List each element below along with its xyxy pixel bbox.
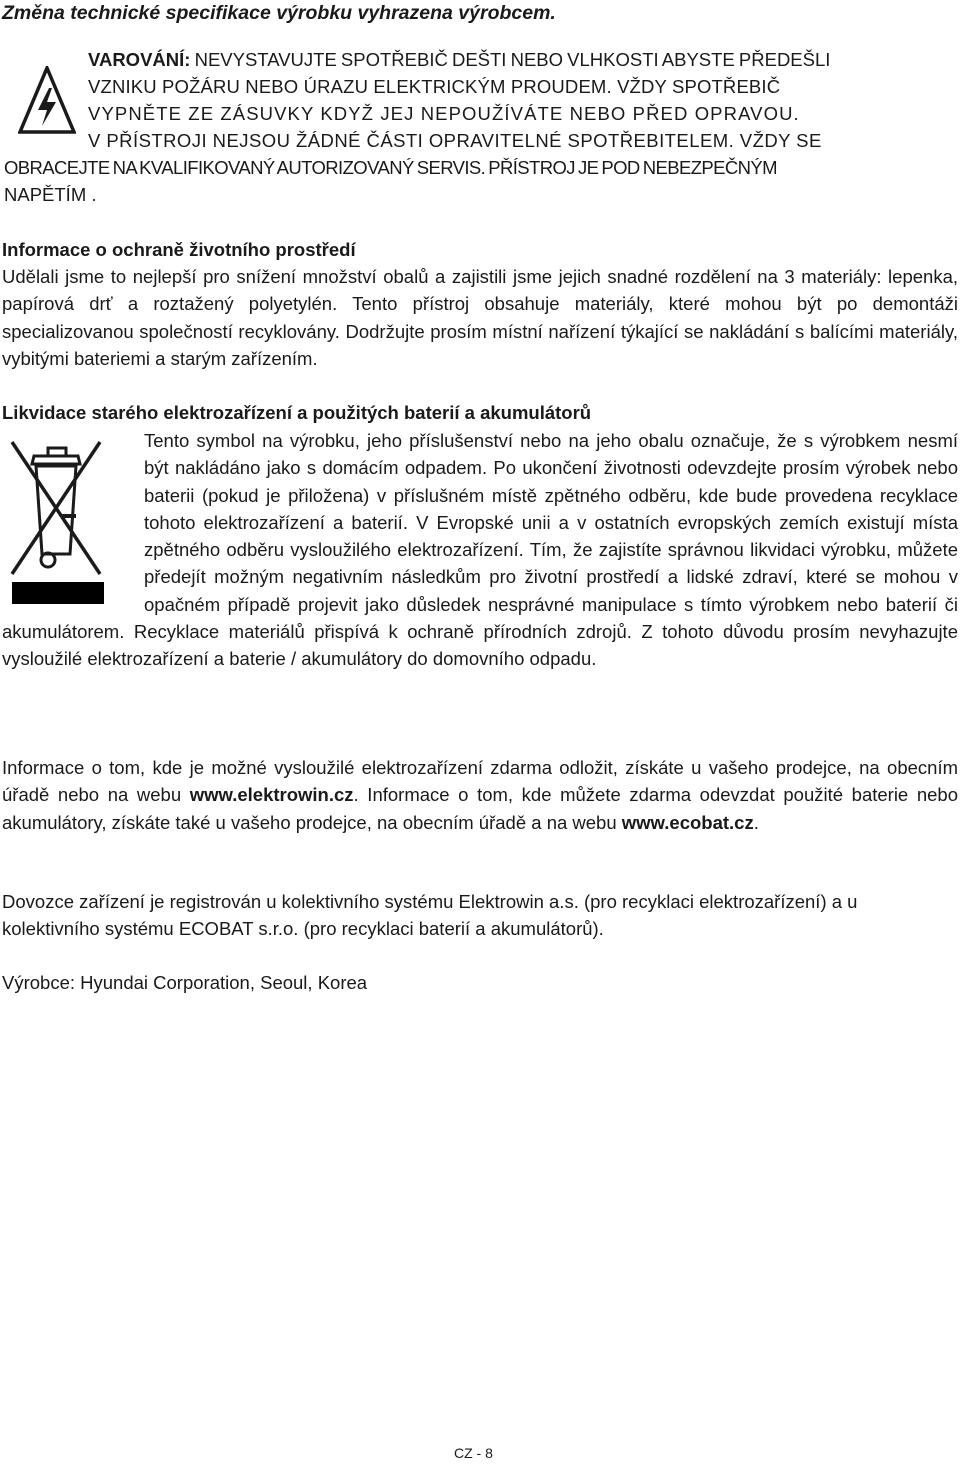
warning-line-5: OBRACEJTE NA KVALIFIKOVANÝ AUTORIZOVANÝ SERVIS. PŘÍSTROJ JE POD NEBEZPEČNÝM [4, 157, 777, 178]
manufacturer-line: Výrobce: Hyundai Corporation, Seoul, Korea [2, 972, 368, 993]
environment-section-body: Udělali jsme to nejlepší pro snížení množství obalů a zajistili jsme jejich snadné rozdělení na 3 materiály: lepenka, papírová drť a roztažený polyetylén. Tento přístroj obsahuje materiály, které mohou být po demontáži specializovanou společností recyklovány. Dodržujte prosím místní nařízení týkající se nakládání s balícími materiály, vybitými bateriemi a starým zařízením. [2, 266, 958, 369]
warning-line-6: NAPĚTÍM . [4, 184, 97, 205]
ecobat-link[interactable]: www.ecobat.cz [621, 811, 754, 833]
disposal-section-title: Likvidace starého elektrozařízení a použitých baterií a akumulátorů [2, 402, 592, 423]
page-number: CZ - 8 [454, 1445, 493, 1461]
high-voltage-warning-icon [18, 66, 76, 134]
crossed-out-wheelie-bin-icon [8, 436, 108, 606]
warning-line-4: V PŘÍSTROJI NEJSOU ŽÁDNÉ ČÁSTI OPRAVITELNÉ SPOTŘEBITELEM. VŽDY SE [88, 130, 822, 151]
warning-line-3: VYPNĚTE ZE ZÁSUVKY KDYŽ JEJ NEPOUŽÍVÁTE NEBO PŘED OPRAVOU. [88, 103, 800, 124]
disposal-section-body: Tento symbol na výrobku, jeho příslušenství nebo na jeho obalu označuje, že s výrobkem nesmí být nakládáno jako s domácím odpadem. Po ukončení životnosti odevzdejte prosím výrobek nebo baterii (pokud je přiložena) v příslušném místě zpětného odběru, kde bude provedena recyklace tohoto elektrozařízení a baterií. V Evropské unii a v ostatních evropských zemích existují místa zpětného odběru vysloužilého elektrozařízení. Tím, že zajistíte správnou likvidaci výrobku, můžete předejít možným negativním následkům pro životní prostředí a lidské zdraví, které se mohou v opačném případě projevit jako důsledek nesprávné manipulace s tímto výrobkem nebo baterií či akumulátorem. Recyklace materiálů přispívá k ochraně přírodních zdrojů. Z tohoto důvodu prosím nevyhazujte vysloužilé elektrozařízení a baterie / akumulátory do domovního odpadu. [2, 430, 958, 670]
collection-info-paragraph: Informace o tom, kde je možné vysloužilé elektrozařízení zdarma odložit, získáte u vašeho prodejce, na obecním úřadě nebo na webu www.elektrowin.cz. Informace o tom, kde můžete zdarma odevzdat použité baterie nebo akumulátory, získáte také u vašeho prodejce, na obecním úřadě a na webu www.ecobat.cz. [2, 757, 958, 833]
warning-line-1: VAROVÁNÍ: NEVYSTAVUJTE SPOTŘEBIČ DEŠTI NEBO VLHKOSTI ABYSTE PŘEDEŠLI [88, 49, 831, 70]
specification-change-note: Změna technické specifikace výrobku vyhrazena výrobcem. [2, 2, 556, 24]
environment-section-title: Informace o ochraně životního prostředí [2, 239, 356, 260]
importer-registration-paragraph: Dovozce zařízení je registrován u kolektivního systému Elektrowin a.s. (pro recyklaci elektrozařízení) a u kolektivního systému ECOBAT s.r.o. (pro recyklaci baterií a akumulátorů). [2, 891, 858, 940]
disposal-section [2, 427, 958, 673]
warning-label: VAROVÁNÍ: [88, 49, 191, 70]
elektrowin-link[interactable]: www.elektrowin.cz [189, 784, 354, 806]
warning-line-2: VZNIKU POŽÁRU NEBO ÚRAZU ELEKTRICKÝM PROUDEM. VŽDY SPOTŘEBIČ [88, 76, 781, 97]
